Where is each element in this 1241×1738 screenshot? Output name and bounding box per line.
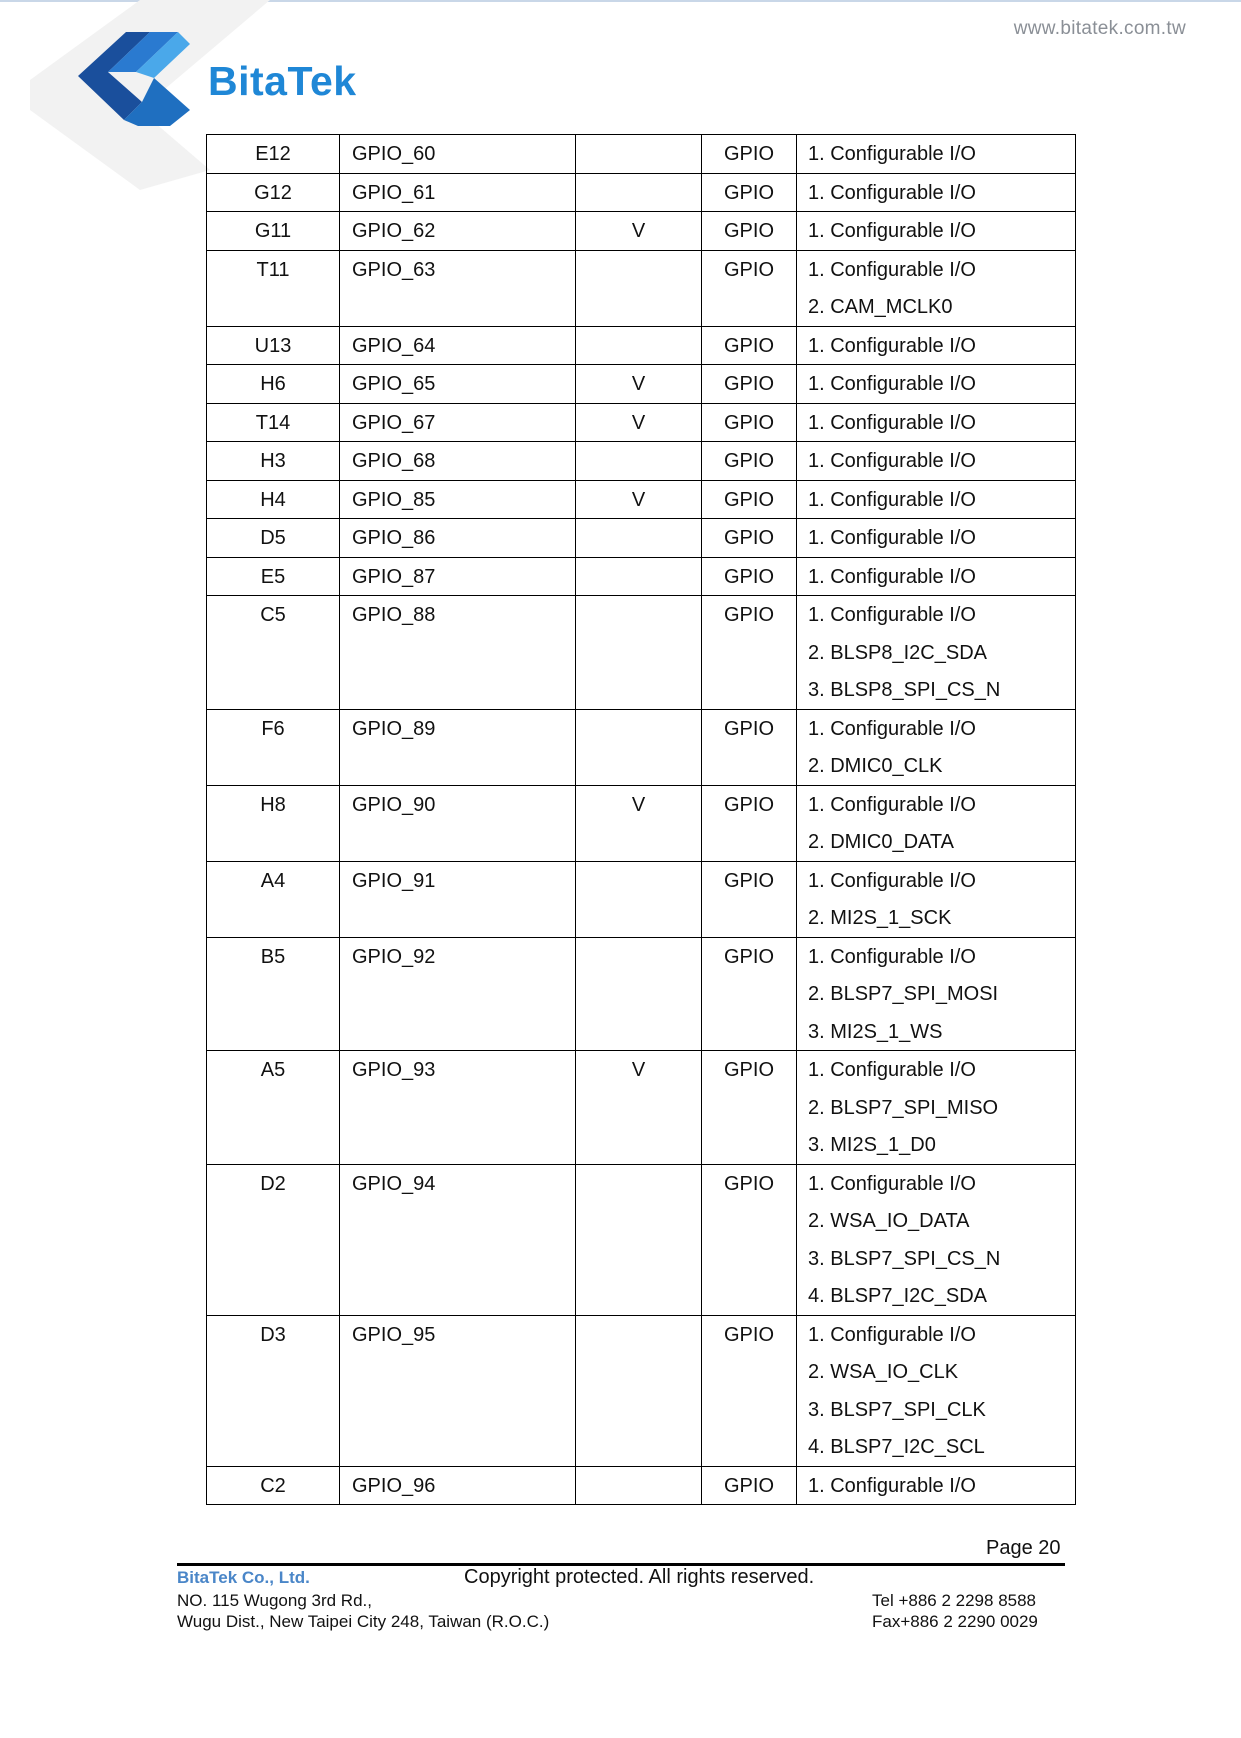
pull-cell [576, 480, 702, 519]
type-cell-text: GPIO [723, 258, 774, 281]
type-cell-text: GPIO [723, 411, 774, 434]
pull-cell [576, 326, 702, 365]
signal-name-cell-text: GPIO_61 [352, 181, 436, 204]
function-item: 1. Configurable I/O [808, 488, 976, 511]
pull-cell [576, 937, 702, 1051]
pull-cell [576, 403, 702, 442]
signal-name-cell [340, 861, 576, 937]
ball-cell [207, 596, 340, 710]
function-item: 2. WSA_IO_DATA [808, 1210, 970, 1232]
signal-name-cell [340, 937, 576, 1051]
copyright-notice: Copyright protected. All rights reserved. [464, 1566, 815, 1588]
ball-cell [207, 326, 340, 365]
function-item: 1. Configurable I/O [808, 143, 976, 165]
type-cell-text: GPIO [723, 945, 774, 968]
function-item: 1. Configurable I/O [808, 1474, 976, 1497]
signal-name-cell [340, 596, 576, 710]
pull-cell [576, 785, 702, 861]
ball-cell [207, 1164, 340, 1315]
pull-cell-text: V [631, 411, 646, 434]
pull-cell-text: V [631, 220, 646, 242]
type-cell [702, 937, 797, 1051]
type-cell [702, 1164, 797, 1315]
ball-cell [207, 135, 340, 174]
pull-cell [576, 173, 702, 212]
ball-cell-text: F6 [261, 717, 285, 740]
table-row [207, 709, 1076, 785]
pull-cell-text [576, 519, 701, 557]
function-item: 1. Configurable I/O [808, 1172, 976, 1195]
signal-name-cell-text: GPIO_68 [352, 450, 436, 472]
signal-name-cell [340, 403, 576, 442]
type-cell-text: GPIO [723, 527, 774, 549]
ball-cell [207, 480, 340, 519]
signal-name-cell [340, 1466, 576, 1505]
function-cell [797, 250, 1076, 326]
type-cell-text: GPIO [723, 1172, 774, 1195]
signal-name-cell-text: GPIO_62 [352, 220, 436, 242]
pull-cell-text [576, 1467, 701, 1505]
function-cell [797, 596, 1076, 710]
function-item: 4. BLSP7_I2C_SDA [808, 1285, 987, 1307]
signal-name-cell-text: GPIO_60 [352, 143, 436, 165]
signal-name-cell [340, 785, 576, 861]
pull-cell-text [576, 135, 701, 173]
function-item: 2. CAM_MCLK0 [808, 296, 953, 318]
table-row [207, 1051, 1076, 1165]
company-name: BitaTek Co., Ltd. [177, 1568, 310, 1587]
table-row [207, 135, 1076, 174]
function-cell [797, 326, 1076, 365]
function-item: 1. Configurable I/O [808, 604, 976, 626]
type-cell [702, 250, 797, 326]
function-item: 2. BLSP7_SPI_MISO [808, 1096, 999, 1119]
website-url[interactable]: www.bitatek.com.tw [1013, 18, 1186, 39]
pull-cell-text [576, 596, 701, 634]
type-cell-text: GPIO [723, 1059, 774, 1081]
address-line-2: Wugu Dist., New Taipei City 248, Taiwan (R.O.C.) [177, 1612, 550, 1631]
ball-cell [207, 365, 340, 404]
ball-cell-text: D2 [260, 1172, 286, 1195]
ball-cell-text: A5 [260, 1059, 286, 1081]
table-row [207, 1164, 1076, 1315]
ball-cell-text: E5 [260, 565, 286, 588]
gpio-pin-table [206, 134, 1076, 1505]
ball-cell-text: C5 [260, 604, 286, 626]
type-cell-text: GPIO [723, 1474, 774, 1497]
signal-name-cell-text: GPIO_86 [352, 527, 436, 549]
table-row [207, 326, 1076, 365]
signal-name-cell-text: GPIO_92 [352, 945, 436, 968]
type-cell-text: GPIO [723, 565, 774, 588]
type-cell [702, 519, 797, 558]
signal-name-cell-text: GPIO_85 [352, 488, 436, 511]
function-cell [797, 365, 1076, 404]
signal-name-cell-text: GPIO_91 [352, 869, 436, 892]
function-item: 3. MI2S_1_WS [808, 1020, 943, 1043]
signal-name-cell-text: GPIO_65 [352, 373, 436, 395]
pull-cell-text [576, 710, 701, 748]
signal-name-cell [340, 1051, 576, 1165]
signal-name-cell [340, 480, 576, 519]
function-item: 1. Configurable I/O [808, 565, 976, 588]
table-row [207, 173, 1076, 212]
pull-cell-text [576, 174, 701, 212]
function-item: 1. Configurable I/O [808, 1059, 976, 1081]
type-cell [702, 596, 797, 710]
pull-cell [576, 519, 702, 558]
page-number: Page 20 [986, 1537, 1061, 1559]
type-cell-text: GPIO [723, 220, 774, 242]
table-row [207, 519, 1076, 558]
signal-name-cell-text: GPIO_67 [352, 411, 436, 434]
table-row [207, 1466, 1076, 1505]
signal-name-cell [340, 1315, 576, 1466]
function-item: 3. BLSP7_SPI_CLK [808, 1398, 986, 1421]
function-cell [797, 135, 1076, 174]
function-item: 2. DMIC0_DATA [808, 831, 954, 853]
function-cell [797, 212, 1076, 251]
function-item: 3. BLSP8_SPI_CS_N [808, 679, 1001, 701]
signal-name-cell-text: GPIO_64 [352, 334, 436, 357]
pull-cell [576, 442, 702, 481]
function-cell [797, 1466, 1076, 1505]
ball-cell [207, 403, 340, 442]
pull-cell-text: V [631, 793, 646, 816]
function-item: 1. Configurable I/O [808, 181, 976, 204]
function-cell [797, 709, 1076, 785]
function-item: 1. Configurable I/O [808, 527, 976, 549]
pull-cell [576, 250, 702, 326]
type-cell [702, 709, 797, 785]
signal-name-cell [340, 365, 576, 404]
function-cell [797, 480, 1076, 519]
pull-cell [576, 709, 702, 785]
ball-cell [207, 1315, 340, 1466]
signal-name-cell-text: GPIO_63 [352, 258, 436, 281]
function-cell [797, 1051, 1076, 1165]
ball-cell-text: T14 [255, 411, 291, 434]
function-cell [797, 785, 1076, 861]
table-row [207, 442, 1076, 481]
signal-name-cell [340, 442, 576, 481]
pull-cell [576, 1051, 702, 1165]
ball-cell [207, 442, 340, 481]
function-item: 1. Configurable I/O [808, 717, 976, 740]
type-cell [702, 1466, 797, 1505]
type-cell [702, 326, 797, 365]
ball-cell [207, 173, 340, 212]
table-row [207, 785, 1076, 861]
function-cell [797, 1315, 1076, 1466]
function-item: 2. WSA_IO_CLK [808, 1361, 959, 1383]
type-cell-text: GPIO [723, 181, 774, 204]
type-cell [702, 480, 797, 519]
function-cell [797, 519, 1076, 558]
function-cell [797, 173, 1076, 212]
pull-cell-text [576, 442, 701, 480]
function-item: 1. Configurable I/O [808, 411, 976, 434]
type-cell-text: GPIO [723, 717, 774, 740]
ball-cell-text: H4 [260, 488, 286, 511]
function-item: 1. Configurable I/O [808, 1323, 976, 1346]
ball-cell-text: D5 [260, 527, 286, 549]
function-item: 1. Configurable I/O [808, 373, 976, 395]
fax: Fax+886 2 2290 0029 [872, 1612, 1038, 1631]
pull-cell-text [576, 1165, 701, 1203]
pull-cell [576, 365, 702, 404]
ball-cell-text: C2 [260, 1474, 286, 1497]
table-row [207, 1315, 1076, 1466]
ball-cell [207, 861, 340, 937]
function-item: 1. Configurable I/O [808, 945, 976, 968]
ball-cell [207, 1466, 340, 1505]
signal-name-cell-text: GPIO_89 [352, 717, 436, 740]
signal-name-cell-text: GPIO_96 [352, 1474, 436, 1497]
ball-cell-text: A4 [260, 869, 286, 892]
function-item: 2. BLSP8_I2C_SDA [808, 641, 987, 664]
table-row [207, 861, 1076, 937]
type-cell-text: GPIO [723, 488, 774, 511]
ball-cell-text: G12 [254, 181, 292, 204]
type-cell [702, 442, 797, 481]
ball-cell [207, 937, 340, 1051]
pull-cell [576, 1466, 702, 1505]
function-cell [797, 1164, 1076, 1315]
pull-cell-text [576, 862, 701, 900]
ball-cell-text: D3 [260, 1323, 286, 1346]
function-cell [797, 557, 1076, 596]
signal-name-cell [340, 557, 576, 596]
pull-cell-text [576, 327, 701, 365]
pull-cell-text [576, 558, 701, 596]
pull-cell [576, 1164, 702, 1315]
type-cell [702, 403, 797, 442]
pull-cell [576, 135, 702, 174]
ball-cell [207, 519, 340, 558]
signal-name-cell [340, 250, 576, 326]
function-item: 3. MI2S_1_D0 [808, 1134, 936, 1156]
signal-name-cell-text: GPIO_88 [352, 604, 436, 626]
ball-cell-text: G11 [254, 220, 292, 242]
type-cell [702, 1315, 797, 1466]
table-row [207, 212, 1076, 251]
ball-cell [207, 557, 340, 596]
type-cell [702, 861, 797, 937]
ball-cell [207, 212, 340, 251]
ball-cell-text: H8 [260, 793, 286, 816]
type-cell [702, 212, 797, 251]
type-cell [702, 1051, 797, 1165]
type-cell-text: GPIO [723, 143, 774, 165]
pull-cell-text: V [631, 488, 646, 511]
address-line-1: NO. 115 Wugong 3rd Rd., [177, 1591, 372, 1610]
function-cell [797, 937, 1076, 1051]
signal-name-cell [340, 709, 576, 785]
signal-name-cell [340, 173, 576, 212]
type-cell [702, 557, 797, 596]
type-cell-text: GPIO [723, 604, 774, 626]
function-item: 1. Configurable I/O [808, 793, 976, 816]
type-cell [702, 365, 797, 404]
function-item: 2. MI2S_1_SCK [808, 907, 952, 929]
logo-text: BitaTek [208, 58, 357, 104]
signal-name-cell [340, 1164, 576, 1315]
ball-cell-text: T11 [256, 258, 290, 281]
pull-cell [576, 861, 702, 937]
telephone: Tel +886 2 2298 8588 [872, 1591, 1037, 1610]
ball-cell [207, 709, 340, 785]
ball-cell-text: B5 [260, 945, 286, 968]
function-item: 1. Configurable I/O [808, 869, 976, 892]
ball-cell [207, 250, 340, 326]
function-item: 2. DMIC0_CLK [808, 755, 943, 777]
ball-cell [207, 1051, 340, 1165]
logo-mark-icon [78, 26, 198, 126]
signal-name-cell-text: GPIO_87 [352, 565, 436, 588]
table-row [207, 480, 1076, 519]
type-cell [702, 135, 797, 174]
pull-cell-text [576, 938, 701, 976]
signal-name-cell [340, 519, 576, 558]
function-item: 1. Configurable I/O [808, 258, 976, 281]
function-item: 4. BLSP7_I2C_SCL [808, 1436, 985, 1458]
ball-cell-text: E12 [255, 143, 291, 165]
ball-cell-text: H3 [260, 450, 286, 472]
type-cell-text: GPIO [723, 334, 774, 357]
ball-cell-text: H6 [260, 373, 286, 395]
ball-cell [207, 785, 340, 861]
pull-cell-text: V [631, 1059, 646, 1081]
table-row [207, 365, 1076, 404]
signal-name-cell-text: GPIO_90 [352, 793, 436, 816]
pull-cell [576, 1315, 702, 1466]
function-cell [797, 861, 1076, 937]
function-cell [797, 442, 1076, 481]
signal-name-cell [340, 135, 576, 174]
signal-name-cell [340, 212, 576, 251]
type-cell [702, 785, 797, 861]
table-row [207, 250, 1076, 326]
signal-name-cell [340, 326, 576, 365]
pull-cell-text [576, 251, 701, 289]
function-item: 1. Configurable I/O [808, 334, 976, 357]
pull-cell [576, 596, 702, 710]
type-cell-text: GPIO [723, 450, 774, 472]
type-cell-text: GPIO [723, 869, 774, 892]
function-item: 1. Configurable I/O [808, 450, 976, 472]
pull-cell [576, 557, 702, 596]
type-cell-text: GPIO [723, 373, 774, 395]
function-cell [797, 403, 1076, 442]
type-cell-text: GPIO [723, 793, 774, 816]
signal-name-cell-text: GPIO_95 [352, 1323, 436, 1346]
ball-cell-text: U13 [254, 334, 292, 357]
function-item: 3. BLSP7_SPI_CS_N [808, 1247, 1001, 1270]
function-item: 2. BLSP7_SPI_MOSI [808, 983, 999, 1005]
signal-name-cell-text: GPIO_94 [352, 1172, 436, 1195]
pull-cell-text: V [631, 373, 646, 395]
type-cell [702, 173, 797, 212]
table-row [207, 403, 1076, 442]
type-cell-text: GPIO [723, 1323, 774, 1346]
bitatek-logo [78, 26, 378, 126]
pull-cell-text [576, 1316, 701, 1354]
table-row [207, 557, 1076, 596]
function-item: 1. Configurable I/O [808, 220, 976, 242]
table-row [207, 596, 1076, 710]
signal-name-cell-text: GPIO_93 [352, 1059, 436, 1081]
table-row [207, 937, 1076, 1051]
pull-cell [576, 212, 702, 251]
